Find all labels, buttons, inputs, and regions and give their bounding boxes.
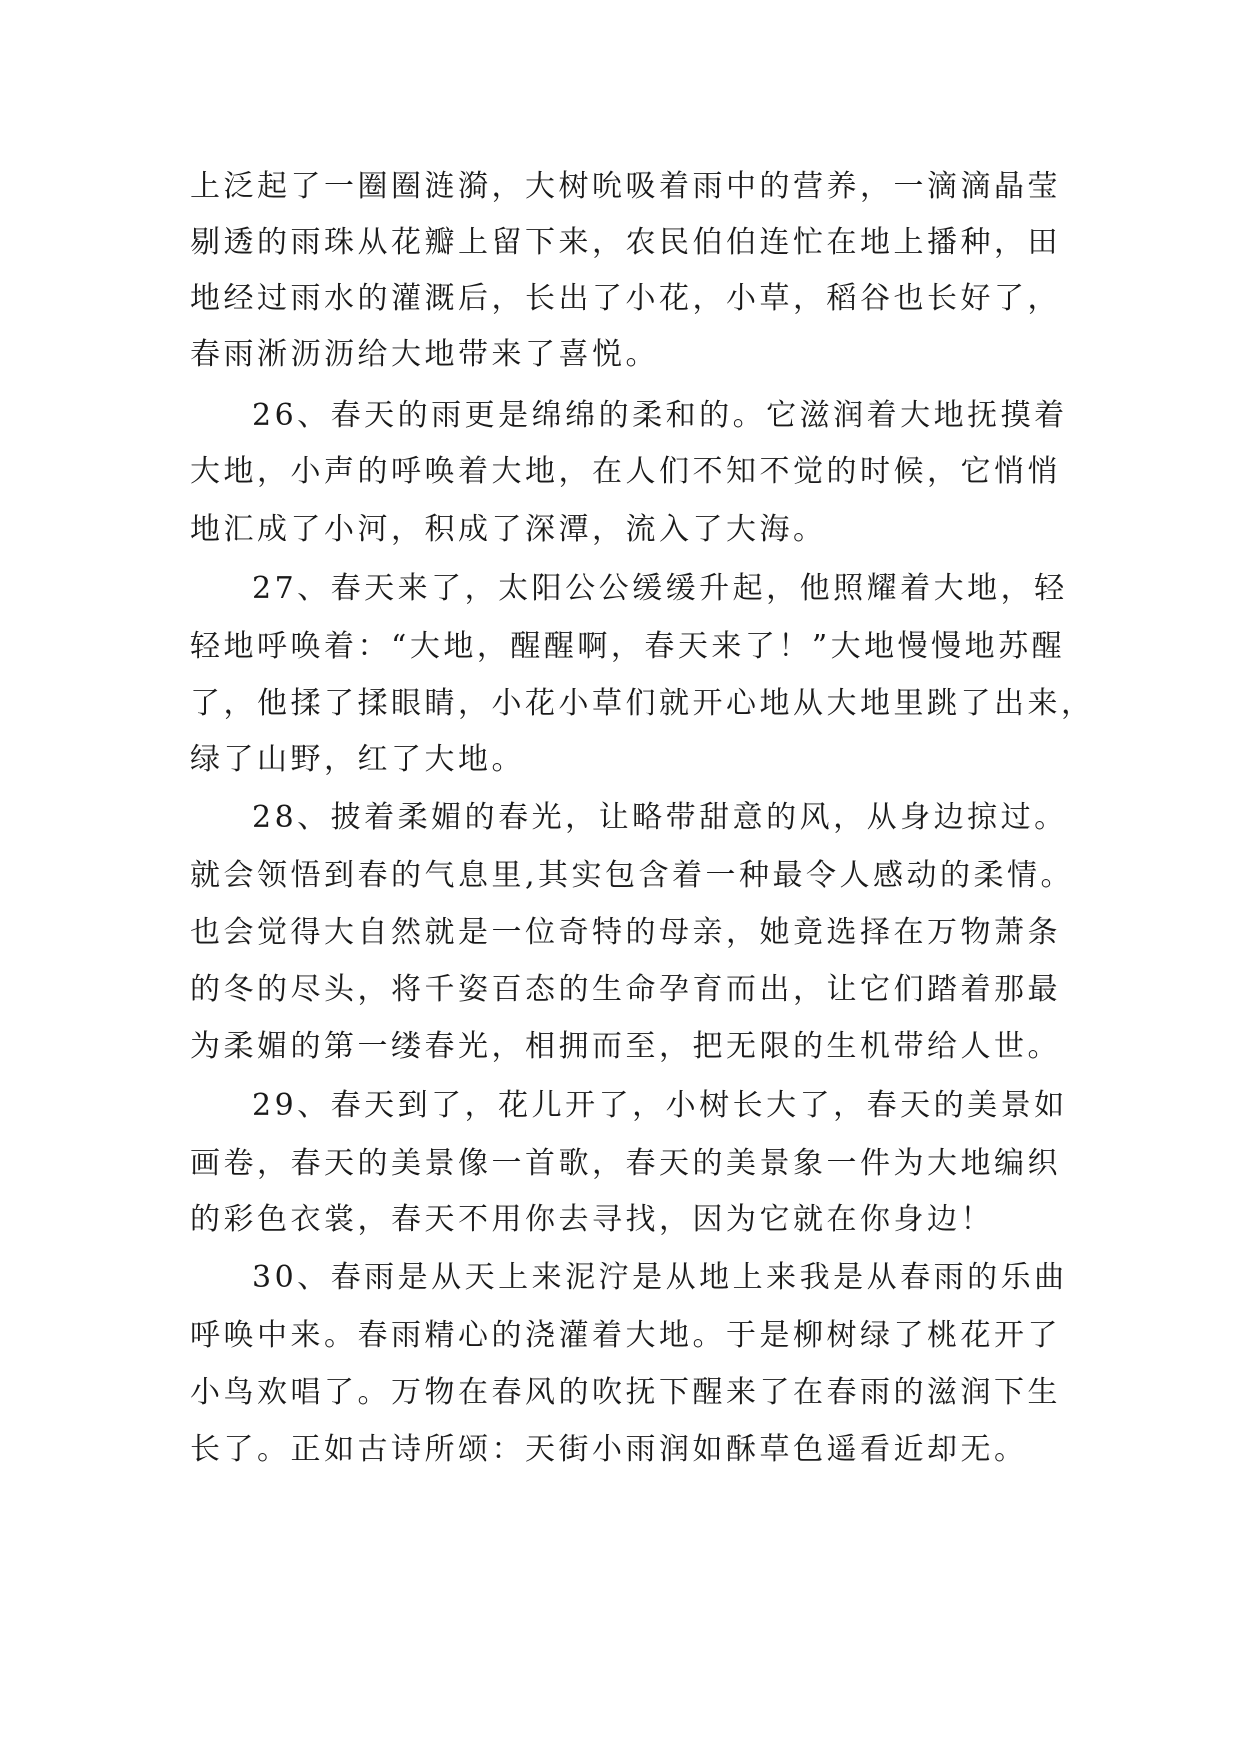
text-line: 为柔媚的第一缕春光，相拥而至，把无限的生机带给人世。 [190,1029,1061,1064]
text-line: 呼唤中来。春雨精心的浇灌着大地。于是柳树绿了桃花开了 [190,1318,1061,1353]
text-line: 地汇成了小河，积成了深潭，流入了大海。 [190,512,827,547]
text-line: 画卷，春天的美景像一首歌，春天的美景象一件为大地编织 [190,1146,1061,1181]
text-line: 就会领悟到春的气息里,其实包含着一种最令人感动的柔情。 [190,858,1075,893]
text-line: 春雨淅沥沥给大地带来了喜悦。 [190,337,659,372]
text-line: 了，他揉了揉眼睛，小花小草们就开心地从大地里跳了出来， [190,686,1095,721]
paragraph-30-start: 30、春雨是从天上来泥泞是从地上来我是从春雨的乐曲 [252,1260,1068,1295]
text-line: 长了。正如古诗所颂：天街小雨润如酥草色遥看近却无。 [190,1432,1028,1467]
text-line: 地经过雨水的灌溉后，长出了小花，小草，稻谷也长好了， [190,281,1061,316]
paragraph-29-start: 29、春天到了，花儿开了，小树长大了，春天的美景如 [252,1088,1068,1123]
text-line: 也会觉得大自然就是一位奇特的母亲，她竟选择在万物萧条 [190,915,1061,950]
text-line: 大地，小声的呼唤着大地，在人们不知不觉的时候，它悄悄 [190,454,1061,489]
paragraph-28-start: 28、披着柔媚的春光，让略带甜意的风，从身边掠过。 [252,800,1068,835]
text-line: 轻地呼唤着：“大地，醒醒啊，春天来了！”大地慢慢地苏醒 [190,629,1066,664]
text-line: 的冬的尽头，将千姿百态的生命孕育而出，让它们踏着那最 [190,972,1061,1007]
text-line: 上泛起了一圈圈涟漪，大树吮吸着雨中的营养，一滴滴晶莹 [190,169,1061,204]
text-line: 小鸟欢唱了。万物在春风的吹抚下醒来了在春雨的滋润下生 [190,1375,1061,1410]
text-line: 绿了山野，红了大地。 [190,742,525,777]
paragraph-26-start: 26、春天的雨更是绵绵的柔和的。它滋润着大地抚摸着 [252,398,1068,433]
text-line: 剔透的雨珠从花瓣上留下来，农民伯伯连忙在地上播种，田 [190,225,1061,260]
paragraph-27-start: 27、春天来了，太阳公公缓缓升起，他照耀着大地，轻 [252,571,1068,606]
text-line: 的彩色衣裳，春天不用你去寻找，因为它就在你身边！ [190,1202,994,1237]
